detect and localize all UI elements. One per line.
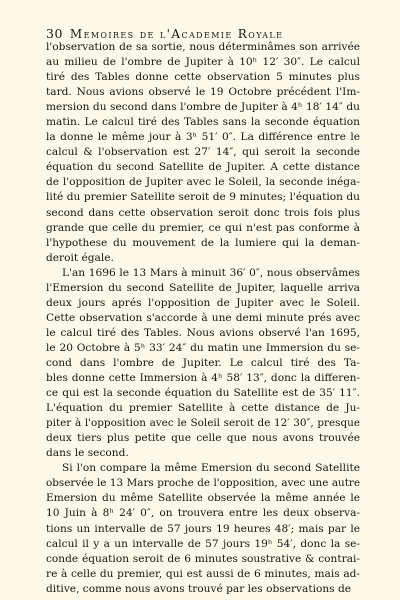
text-line: Emersion du même Satellite observée la même année le [46, 492, 360, 505]
text-line: observée le 13 Mars proche de l'opposition, avec une autre [46, 477, 360, 490]
text-line: tiré des Tables donne cette observation 5 minutes plus [46, 71, 360, 84]
text-line: deux jours aprés l'opposition de Jupiter avec le Soleil. [46, 296, 360, 309]
text-line: L'an 1696 le 13 Mars à minuit 36′ 0″, nous observâmes [62, 266, 360, 279]
text-line: Cette observation s'accorde à une demi minute prés avec [46, 311, 360, 324]
text-line: cond dans l'ombre de Jupiter. Le calcul tiré des Ta- [46, 356, 360, 369]
text-line: la donne le même jour à 3ʰ 51′ 0″. La différence entre le [46, 131, 360, 144]
text-line: deux tiers plus petite que celle que nous avons trouvée [46, 432, 360, 445]
text-line: calcul & l'observation est 27′ 14″, qui seroit la seconde [46, 146, 360, 159]
text-line: deroit égale. [46, 251, 114, 264]
text-line: second dans cette observation seroit donc trois fois plus [46, 206, 360, 219]
body-text [46, 40, 360, 597]
running-head: Memoires de l'Academie Royale [69, 27, 284, 41]
text-line: matin. Le calcul tiré des Tables sans la seconde équation [46, 116, 360, 129]
text-line: dans le second. [46, 447, 129, 460]
text-line: bles donne cette Immersion à 4ʰ 58′ 13″, donc la differen- [46, 372, 360, 385]
text-line: tions un intervalle de 57 jours 19 heures 48′; mais par le [46, 522, 360, 535]
text-line: ditive, comme nous avons trouvé par les observations de [46, 582, 352, 595]
text-line: L'équation du premier Satellite à cette distance de Ju- [46, 402, 360, 415]
text-line: équation du second Satellite de Jupiter. A cette distance [46, 161, 360, 174]
text-line: l'hypothese du mouvement de la lumiere qui la deman- [46, 236, 360, 249]
text-line: l'Emersion du second Satellite de Jupiter, laquelle arriva [46, 281, 360, 294]
text-line: le calcul tiré des Tables. Nous avions observé l'an 1695, [46, 326, 360, 339]
text-line: calcul il y a un intervalle de 57 jours 19ʰ 54′, donc la se- [46, 537, 360, 550]
text-line: piter à l'opposition avec le Soleil seroit de 12′ 30″, presque [46, 417, 360, 430]
text-line: l'observation de sa sortie, nous déterminâmes son arrivée [46, 41, 360, 53]
text-line: le 20 Octobre à 5ʰ 33′ 24″ du matin une Immersion du se- [46, 341, 360, 354]
text-line: ce qui est la seconde équation du Satellite est de 35′ 11″. [46, 387, 360, 400]
page-number: 30 [46, 26, 63, 41]
text-line: au milieu de l'ombre de Jupiter à 10ʰ 12′ 30″. Le calcul [46, 56, 360, 69]
text-line: de l'opposition de Jupiter avec le Soleil, la seconde inéga- [46, 176, 360, 189]
text-line: conde équation seroit de 6 minutes soustrative & contrai- [46, 552, 360, 565]
paragraph [46, 40, 360, 266]
paragraph [46, 461, 360, 596]
text-line: Si l'on compare la même Emersion du second Satellite [62, 462, 360, 475]
text-line: mersion du second dans l'ombre de Jupiter à 4ʰ 18′ 14″ du [46, 101, 360, 114]
text-line: tard. Nous avions observé le 19 Octobre précédent l'Im- [46, 86, 360, 99]
paragraph [46, 266, 360, 462]
text-line: 10 Juin à 8ʰ 24′ 0″, on trouvera entre les deux observa- [46, 507, 360, 520]
text-line: lité du premier Satellite seroit de 9 minutes; l'équation du [46, 191, 360, 204]
text-line: re à celle du premier, qui est aussi de 6 minutes, mais ad- [46, 567, 360, 580]
text-line: grande que celle du premier, ce qui n'est pas conforme à [46, 221, 360, 234]
